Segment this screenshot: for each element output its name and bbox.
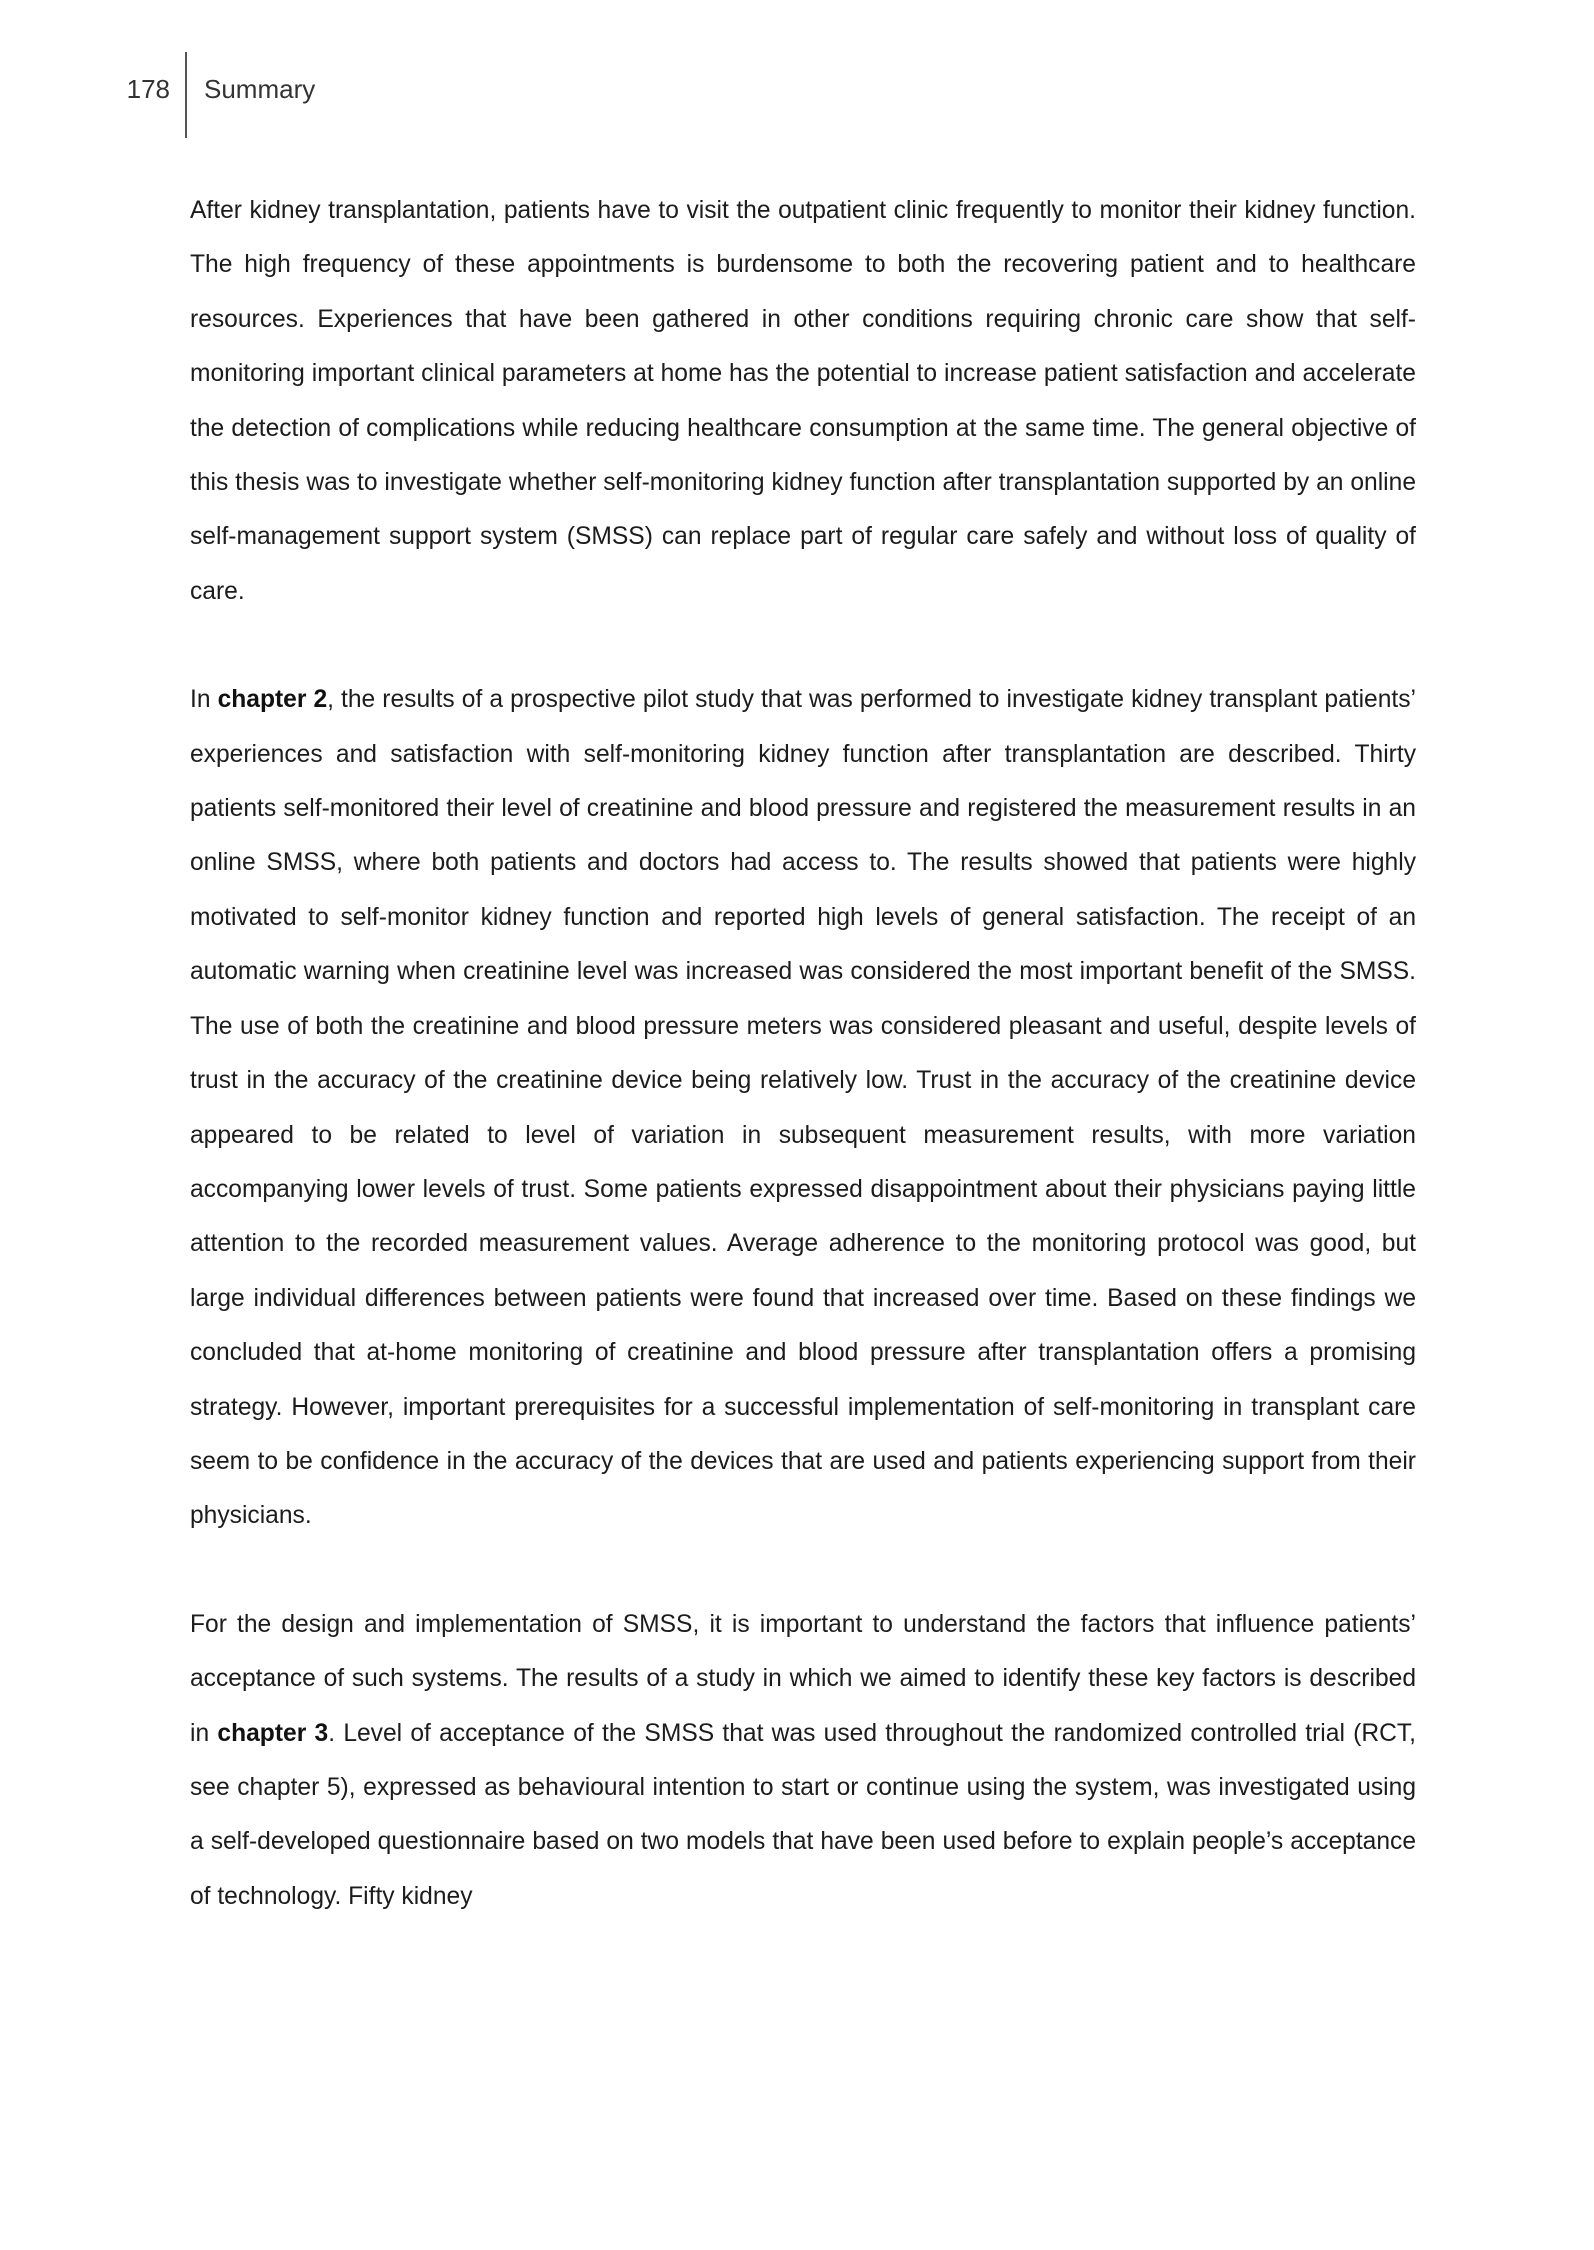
page-header <box>0 52 600 138</box>
paragraph-introduction: After kidney transplantation, patients have to visit the outpatient clinic frequently to monitor their kidney function. The high frequency of these appointments is burdensome to both the recovering patient and to healthcare resources. Experiences that have been gathered in other conditions requiring chronic care show that self-monitoring important clinical parameters at home has the potential to increase patient satisfaction and accelerate the detection of complications while reducing healthcare consumption at the same time. The general objective of this thesis was to investigate whether self-monitoring kidney function after transplantation supported by an online self-management support system (SMSS) can replace part of regular care safely and without loss of quality of care. <box>190 197 1416 605</box>
chapter-reference: chapter 2 <box>217 686 328 714</box>
running-title: Summary <box>204 74 316 104</box>
paragraph-text: In <box>190 686 218 714</box>
paragraph-chapter-3 <box>190 1598 1416 1924</box>
chapter-reference: chapter 3 <box>217 1719 329 1747</box>
paragraph-text: . Level of acceptance of the SMSS that was used throughout the randomized controlled trial (RCT, see chapter 5), expressed as behavioural intention to start or continue using the system, was investigated using a self-developed questionnaire based on two models that have been used before to explain people’s acceptance of technology. Fifty kidney <box>190 1719 1417 1910</box>
paragraph-text: For the design and implementation of SMSS, it is important to understand the factors that influence patients’ acceptance of such systems. The results of a study in which we aimed to identify these key factors is described in <box>190 1610 1416 1747</box>
header-divider <box>185 52 187 138</box>
page-number: 178 <box>126 74 170 104</box>
body-text <box>190 184 1416 1978</box>
paragraph-text: , the results of a prospective pilot study that was performed to investigate kidney transplant patients’ experiences and satisfaction with self-monitoring kidney function after transplantation are described. Thirty patients self-monitored their level of creatinine and blood pressure and registered the measurement results in an online SMSS, where both patients and doctors had access to. The results showed that patients were highly motivated to self-monitor kidney function and reported high levels of general satisfaction. The receipt of an automatic warning when creatinine level was increased was considered the most important benefit of the SMSS. The use of both the creatinine and blood pressure meters was considered pleasant and useful, despite levels of trust in the accuracy of the creatinine device being relatively low. Trust in the accuracy of the creatinine device appeared to be related to level of variation in subsequent measurement results, with more variation accompanying lower levels of trust. Some patients expressed disappointment about their physicians paying little attention to the recorded measurement values. Average adherence to the monitoring protocol was good, but large individual differences between patients were found that increased over time. Based on these findings we concluded that at-home monitoring of creatinine and blood pressure after transplantation offers a promising strategy. However, important prerequisites for a successful implementation of self-monitoring in transplant care seem to be confidence in the accuracy of the devices that are used and patients experiencing support from their physicians. <box>190 686 1416 1530</box>
paragraph-chapter-2 <box>190 673 1416 1544</box>
